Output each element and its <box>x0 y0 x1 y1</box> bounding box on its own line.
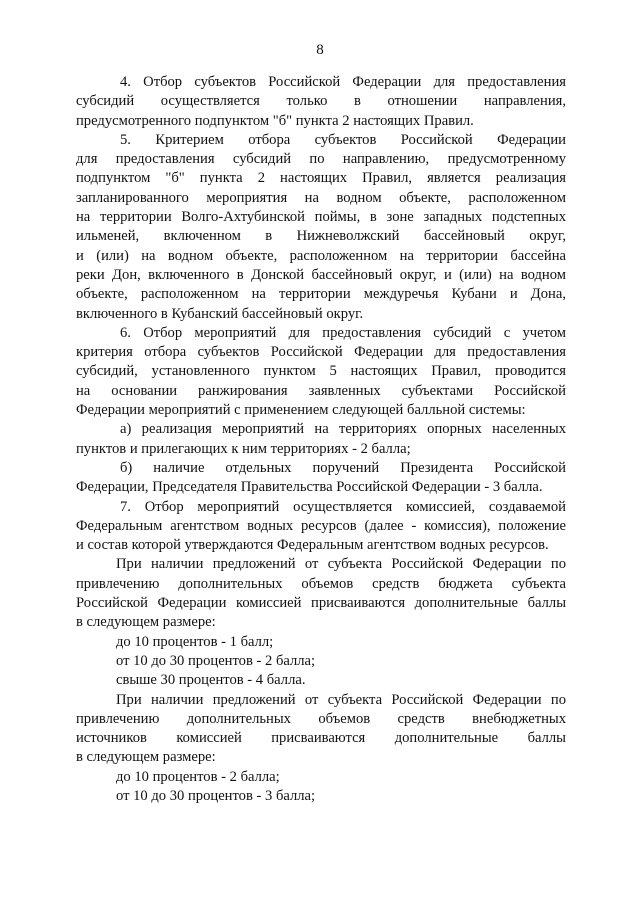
text-line: запланированного мероприятия на водном объекте, расположенном <box>76 189 566 206</box>
text-line: в следующем размере: <box>76 614 216 631</box>
text-line: и состав которой утверждаются Федеральным агентством водных ресурсов. <box>76 537 549 554</box>
text-line: При наличии предложений от субъекта Российской Федерации по <box>116 556 566 573</box>
text-line: 6. Отбор мероприятий для предоставления субсидий с учетом <box>120 324 566 341</box>
text-line: а) реализация мероприятий на территориях опорных населенных <box>120 421 566 438</box>
text-line: 7. Отбор мероприятий осуществляется комиссией, создаваемой <box>120 498 566 515</box>
text-line: на основании ранжирования заявленных субъектами Российской <box>76 382 566 399</box>
text-line: б) наличие отдельных поручений Президента Российской <box>120 459 566 476</box>
text-line: Российской Федерации комиссией присваиваются дополнительные баллы <box>76 595 566 612</box>
text-line: При наличии предложений от субъекта Российской Федерации по <box>116 691 566 708</box>
text-line: на территории Волго-Ахтубинской поймы, в зоне западных подстепных <box>76 209 566 226</box>
document-body <box>76 73 566 806</box>
text-line: предусмотренного подпунктом "б" пункта 2 настоящих Правил. <box>76 112 474 129</box>
text-line: Федерации, Председателя Правительства Российской Федерации - 3 балла. <box>76 479 543 496</box>
text-line: пунктов и прилегающих к ним территориях - 2 балла; <box>76 440 411 457</box>
text-line: до 10 процентов - 1 балл; <box>116 633 274 650</box>
text-line: включенного в Кубанский бассейновый округ. <box>76 305 364 322</box>
text-line: Федерации мероприятий с применением следующей балльной системы: <box>76 402 526 419</box>
text-line: в следующем размере: <box>76 749 216 766</box>
text-line: 5. Критерием отбора субъектов Российской Федерации <box>120 131 566 148</box>
text-line: и (или) на водном объекте, расположенном на территории бассейна <box>76 247 566 264</box>
text-line: ильменей, включенном в Нижневолжский бассейновый округ, <box>76 228 566 245</box>
text-line: 4. Отбор субъектов Российской Федерации для предоставления <box>120 74 566 90</box>
text-line: подпунктом "б" пункта 2 настоящих Правил, является реализация <box>76 170 566 187</box>
text-line: Федеральным агентством водных ресурсов (далее - комиссия), положение <box>76 517 566 534</box>
text-line: до 10 процентов - 2 балла; <box>116 768 280 785</box>
text-line: от 10 до 30 процентов - 2 балла; <box>116 652 316 669</box>
text-line: критерия отбора субъектов Российской Федерации для предоставления <box>76 344 566 361</box>
page-number: 8 <box>316 42 324 58</box>
text-line: реки Дон, включенного в Донской бассейновый округ, и (или) на водном <box>76 266 566 283</box>
text-line: субсидий осуществляется только в отношении направления, <box>76 93 566 110</box>
text-line: от 10 до 30 процентов - 3 балла; <box>116 787 316 804</box>
text-line: субсидий, установленного пунктом 5 настоящих Правил, проводится <box>76 363 566 380</box>
text-line: для предоставления субсидий по направлению, предусмотренному <box>76 151 566 168</box>
text-line: объекте, расположенном на территории междуречья Кубани и Дона, <box>76 286 566 303</box>
text-line: привлечению дополнительных объемов средств внебюджетных <box>76 710 566 727</box>
text-line: свыше 30 процентов - 4 балла. <box>116 672 306 689</box>
text-line: источников комиссией присваиваются дополнительные баллы <box>76 730 566 747</box>
text-line: привлечению дополнительных объемов средств бюджета субъекта <box>76 575 566 592</box>
